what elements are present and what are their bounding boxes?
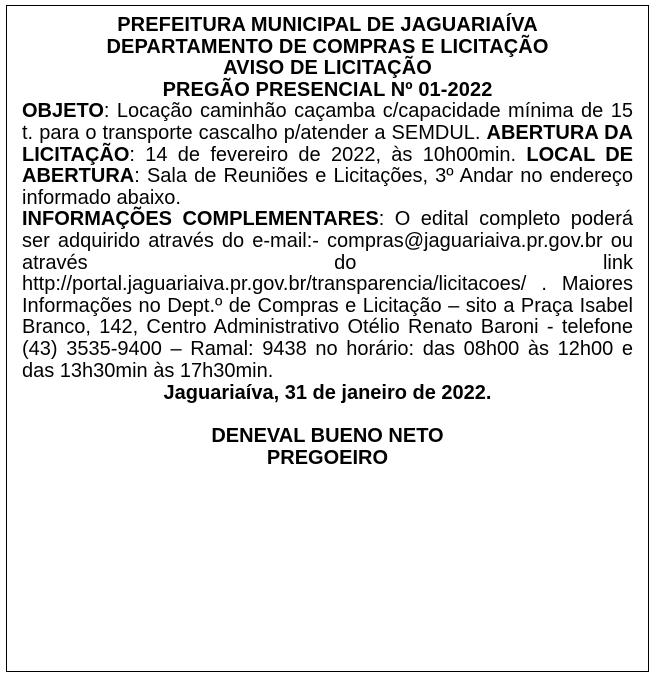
objeto-label: OBJETO (22, 100, 104, 123)
notice-type: AVISO DE LICITAÇÃO (223, 57, 432, 80)
abertura-label: ABERTURA DA LICITAÇÃO (22, 121, 634, 166)
municipality-title: PREFEITURA MUNICIPAL DE JAGUARIAÍVA (117, 14, 538, 36)
informacoes-label: INFORMAÇÕES COMPLEMENTARES (22, 208, 379, 231)
notice-header (22, 15, 633, 101)
signature-block (22, 426, 633, 469)
abertura-text: : 14 de fevereiro de 2022, às 10h00min. (129, 143, 527, 166)
auction-number: PREGÃO PRESENCIAL Nº 01-2022 (162, 78, 493, 101)
notice-body-paragraph-2 (22, 209, 633, 382)
local-text: : Sala de Reuniões e Licitações, 3º Andar no endereço informado abaixo. (22, 165, 633, 209)
notice-date: Jaguariaíva, 31 de janeiro de 2022. (163, 382, 492, 405)
notice-box (6, 5, 649, 672)
local-label: LOCAL DE ABERTURA (22, 143, 633, 188)
informacoes-text: : O edital completo poderá ser adquirido através do e-mail:- compras@jaguariaiva.pr.gov.br ou através do link http://portal.jaguariaiva.pr.gov.br/transparencia/licitacoes/ . Maiores Informações no Dept.º de Compras e Licitação – sito a Praça Isabel Branco, 142, Centro Administrativo Otélio Renato Baroni - telefone (43) 3535-9400 – Ramal: 9438 no horário: das 08h00 às 12h00 e das 13h30min às 17h30min. (22, 208, 633, 382)
signer-role: PREGOEIRO (266, 446, 389, 469)
department-title: DEPARTAMENTO DE COMPRAS E LICITAÇÃO (106, 35, 549, 58)
notice-body-paragraph-1 (22, 101, 633, 209)
signer-name: DENEVAL BUENO NETO (211, 425, 444, 448)
objeto-text: : Locação caminhão caçamba c/capacidade mínima de 15 t. para o transporte cascalho p/atender a SEMDUL. (22, 100, 633, 144)
